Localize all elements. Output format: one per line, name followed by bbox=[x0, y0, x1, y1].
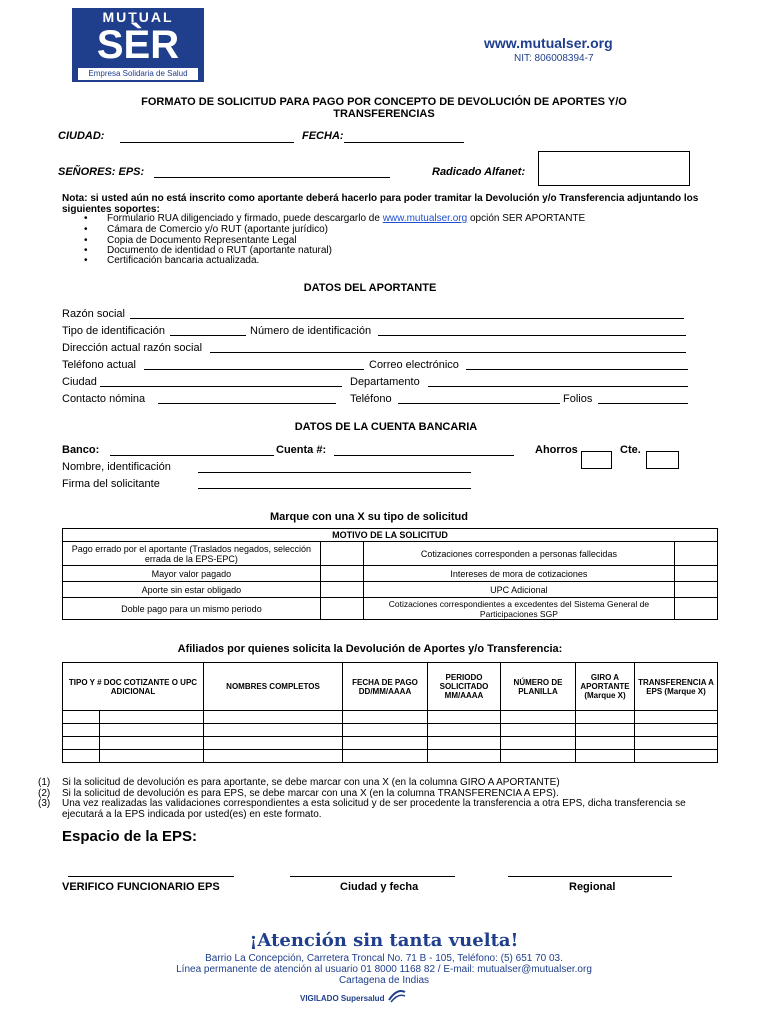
note-text bbox=[62, 193, 724, 215]
motivo-checkbox[interactable] bbox=[675, 566, 718, 582]
cell[interactable] bbox=[501, 737, 576, 750]
cell[interactable] bbox=[635, 711, 718, 724]
folios-field[interactable] bbox=[598, 403, 688, 404]
radicado-box[interactable] bbox=[538, 151, 690, 186]
cell[interactable] bbox=[576, 724, 635, 737]
motivo-checkbox[interactable] bbox=[320, 582, 363, 598]
website-label: www.mutualser.org bbox=[484, 35, 613, 51]
table-row bbox=[63, 737, 718, 750]
banco-section-title: DATOS DE LA CUENTA BANCARIA bbox=[294, 421, 478, 433]
mutual-ser-logo bbox=[72, 8, 204, 82]
motivo-option: Cotizaciones correspondientes a excedentes del Sistema General de Participaciones SGP bbox=[363, 598, 675, 620]
motivo-option: Aporte sin estar obligado bbox=[63, 582, 321, 598]
motivo-option: UPC Adicional bbox=[363, 582, 675, 598]
cell[interactable] bbox=[204, 711, 343, 724]
departamento-label: Departamento bbox=[350, 376, 420, 388]
form-title: FORMATO DE SOLICITUD PARA PAGO POR CONCEPTO DE DEVOLUCIÓN DE APORTES Y/O TRANSFERENCIAS bbox=[141, 96, 627, 120]
cell[interactable] bbox=[501, 750, 576, 763]
cell[interactable] bbox=[635, 750, 718, 763]
tipo-id-label: Tipo de identificación bbox=[62, 325, 165, 337]
cell[interactable] bbox=[501, 724, 576, 737]
col-transferencia-eps: TRANSFERENCIA A EPS (Marque X) bbox=[635, 663, 718, 711]
firma-field[interactable] bbox=[198, 488, 471, 489]
col-nombres: NOMBRES COMPLETOS bbox=[204, 663, 343, 711]
ciudad-fecha-label: Ciudad y fecha bbox=[340, 881, 419, 893]
support-item-text: Copia de Documento Representante Legal bbox=[107, 235, 297, 246]
cell[interactable] bbox=[576, 750, 635, 763]
col-planilla: NÚMERO DE PLANILLA bbox=[501, 663, 576, 711]
cell[interactable] bbox=[635, 737, 718, 750]
eps-space-title: Espacio de la EPS: bbox=[62, 828, 198, 845]
cell[interactable] bbox=[63, 750, 100, 763]
vigilado-supersalud-label: VIGILADO Supersalud bbox=[300, 994, 385, 1003]
regional-label: Regional bbox=[569, 881, 616, 893]
footnote-text: Si la solicitud de devolución es para aportante, se debe marcar con una X (en la columna GIRO A APORTANTE) bbox=[62, 777, 560, 788]
nombre-identificacion-field[interactable] bbox=[198, 472, 471, 473]
contacto-nomina-label: Contacto nómina bbox=[62, 393, 146, 405]
footer-city: Cartagena de Indias bbox=[338, 975, 430, 986]
cell[interactable] bbox=[100, 737, 204, 750]
col-periodo: PERIODO SOLICITADO MM/AAAA bbox=[428, 663, 501, 711]
fecha-field[interactable] bbox=[344, 142, 464, 143]
departamento-field[interactable] bbox=[428, 386, 688, 387]
numero-id-label: Número de identificación bbox=[250, 325, 372, 337]
ciudad-fecha-line[interactable] bbox=[290, 876, 455, 877]
col-fecha-pago: FECHA DE PAGO DD/MM/AAAA bbox=[343, 663, 428, 711]
supersalud-logo-icon bbox=[387, 988, 407, 1004]
support-item-text: Cámara de Comercio y/o RUT (aportante jurídico) bbox=[107, 224, 329, 235]
motivo-checkbox[interactable] bbox=[320, 566, 363, 582]
afiliados-title: Afiliados por quienes solicita la Devolución de Aportes y/o Transferencia: bbox=[177, 643, 563, 655]
verifico-signature-line[interactable] bbox=[68, 876, 234, 877]
footnote-number: (2) bbox=[38, 788, 51, 799]
motivo-option: Doble pago para un mismo periodo bbox=[63, 598, 321, 620]
logo-main-text: SÈR bbox=[96, 23, 180, 67]
motivo-checkbox[interactable] bbox=[320, 542, 363, 566]
motivo-solicitud-table bbox=[62, 528, 718, 620]
razon-social-field[interactable] bbox=[130, 318, 684, 319]
cell[interactable] bbox=[343, 724, 428, 737]
direccion-field[interactable] bbox=[210, 352, 686, 353]
cell[interactable] bbox=[428, 737, 501, 750]
table-row bbox=[63, 711, 718, 724]
folios-label: Folios bbox=[563, 393, 593, 405]
cell[interactable] bbox=[428, 711, 501, 724]
logo-sub-text: Empresa Solidaria de Salud bbox=[78, 68, 198, 80]
footnote-number: (1) bbox=[38, 777, 51, 788]
note-prefix: Nota: bbox=[62, 193, 88, 204]
ciudad-label: CIUDAD: bbox=[58, 130, 105, 142]
correo-field[interactable] bbox=[466, 369, 688, 370]
cell[interactable] bbox=[343, 711, 428, 724]
support-item bbox=[86, 256, 259, 266]
support-item-rua-text: Formulario RUA diligenciado y firmado, puede descargarlo de bbox=[107, 213, 380, 224]
ahorros-label: Ahorros bbox=[535, 444, 578, 456]
ciudad-aportante-label: Ciudad bbox=[62, 376, 97, 388]
correo-label: Correo electrónico bbox=[369, 359, 459, 371]
eps-field[interactable] bbox=[154, 177, 390, 178]
cell[interactable] bbox=[63, 737, 100, 750]
solicitud-instruction: Marque con una X su tipo de solicitud bbox=[269, 511, 469, 523]
logo-top-text: MUTUAL bbox=[102, 9, 174, 25]
cte-label: Cte. bbox=[620, 444, 641, 456]
cuenta-field[interactable] bbox=[334, 455, 514, 456]
motivo-option: Intereses de mora de cotizaciones bbox=[363, 566, 675, 582]
razon-social-label: Razón social bbox=[62, 308, 125, 320]
support-item-text: Certificación bancaria actualizada. bbox=[107, 255, 260, 266]
cell[interactable] bbox=[204, 724, 343, 737]
telefono-label: Teléfono bbox=[350, 393, 392, 405]
motivo-header: MOTIVO DE LA SOLICITUD bbox=[63, 529, 718, 542]
telefono-actual-label: Teléfono actual bbox=[62, 359, 136, 371]
motivo-checkbox[interactable] bbox=[675, 542, 718, 566]
motivo-checkbox[interactable] bbox=[675, 598, 718, 620]
cell[interactable] bbox=[501, 711, 576, 724]
footer-address: Barrio La Concepción, Carretera Troncal No. 71 B - 105, Teléfono: (5) 651 70 03. bbox=[205, 953, 563, 964]
cell[interactable] bbox=[576, 737, 635, 750]
aportante-section-title: DATOS DEL APORTANTE bbox=[303, 282, 437, 294]
cell[interactable] bbox=[63, 711, 100, 724]
regional-line[interactable] bbox=[508, 876, 672, 877]
motivo-checkbox[interactable] bbox=[675, 582, 718, 598]
radicado-label: Radicado Alfanet: bbox=[432, 166, 526, 178]
table-row bbox=[63, 724, 718, 737]
cell[interactable] bbox=[635, 724, 718, 737]
verifico-label: VERIFICO FUNCIONARIO EPS bbox=[62, 881, 220, 893]
support-item-text: Documento de identidad o RUT (aportante natural) bbox=[107, 245, 332, 256]
numero-id-field[interactable] bbox=[378, 335, 686, 336]
col-tipo-doc: TIPO Y # DOC COTIZANTE O UPC ADICIONAL bbox=[63, 663, 204, 711]
ciudad-aportante-field[interactable] bbox=[100, 386, 342, 387]
senores-eps-label: SEÑORES: EPS: bbox=[58, 166, 145, 178]
cell[interactable] bbox=[204, 737, 343, 750]
direccion-label: Dirección actual razón social bbox=[62, 342, 203, 354]
motivo-option: Pago errado por el aportante (Traslados negados, selección errada de la EPS-EPC) bbox=[63, 542, 321, 566]
cuenta-label: Cuenta #: bbox=[276, 444, 327, 456]
motivo-option: Mayor valor pagado bbox=[63, 566, 321, 582]
telefono-field[interactable] bbox=[398, 403, 560, 404]
nit-label: NIT: 806008394-7 bbox=[514, 53, 594, 64]
motivo-option: Cotizaciones corresponden a personas fallecidas bbox=[363, 542, 675, 566]
col-giro-aportante: GIRO A APORTANTE (Marque X) bbox=[576, 663, 635, 711]
footnote-number: (3) bbox=[38, 798, 51, 809]
table-row bbox=[63, 750, 718, 763]
cell[interactable] bbox=[428, 724, 501, 737]
footer-contact-line: Línea permanente de atención al usuario 01 8000 1168 82 / E-mail: mutualser@mutualser.org bbox=[176, 964, 592, 975]
nombre-identificacion-label: Nombre, identificación bbox=[62, 461, 171, 473]
cell[interactable] bbox=[100, 711, 204, 724]
link-suffix: opción SER APORTANTE bbox=[469, 213, 586, 224]
footnote-text: Si la solicitud de devolución es para EPS, se debe marcar con una X (en la columna TRANSFERENCIA A EPS). bbox=[62, 788, 559, 799]
support-item bbox=[86, 225, 328, 235]
fecha-label: FECHA: bbox=[302, 130, 344, 142]
motivo-checkbox[interactable] bbox=[320, 598, 363, 620]
firma-label: Firma del solicitante bbox=[62, 478, 160, 490]
cell[interactable] bbox=[63, 724, 100, 737]
mutualser-link[interactable]: www.mutualser.org bbox=[382, 213, 468, 224]
ciudad-field[interactable] bbox=[120, 142, 294, 143]
cell[interactable] bbox=[343, 750, 428, 763]
cell[interactable] bbox=[576, 711, 635, 724]
footer-slogan: ¡Atención sin tanta vuelta! bbox=[249, 930, 519, 951]
cell[interactable] bbox=[100, 750, 204, 763]
telefono-actual-field[interactable] bbox=[144, 369, 364, 370]
footnote-text: Una vez realizadas las validaciones correspondientes a esta solicitud y de ser procedente la transferencia a otra EPS, dicha transferencia se ejecutará a la EPS indicada por usted(es) en este formato. bbox=[62, 798, 686, 820]
support-item-rua bbox=[86, 214, 585, 224]
cell[interactable] bbox=[100, 724, 204, 737]
cell[interactable] bbox=[204, 750, 343, 763]
afiliados-table bbox=[62, 662, 718, 763]
note-body: si usted aún no está inscrito como aportante deberá hacerlo para poder tramitar la Devolución y/o Transferencia adjuntando los siguientes soportes: bbox=[62, 193, 699, 215]
corriente-checkbox[interactable] bbox=[646, 451, 679, 469]
contacto-nomina-field[interactable] bbox=[158, 403, 336, 404]
ahorros-checkbox[interactable] bbox=[581, 451, 612, 469]
banco-field[interactable] bbox=[110, 455, 274, 456]
tipo-id-field[interactable] bbox=[170, 335, 246, 336]
cell[interactable] bbox=[343, 737, 428, 750]
banco-label: Banco: bbox=[62, 444, 100, 456]
cell[interactable] bbox=[428, 750, 501, 763]
